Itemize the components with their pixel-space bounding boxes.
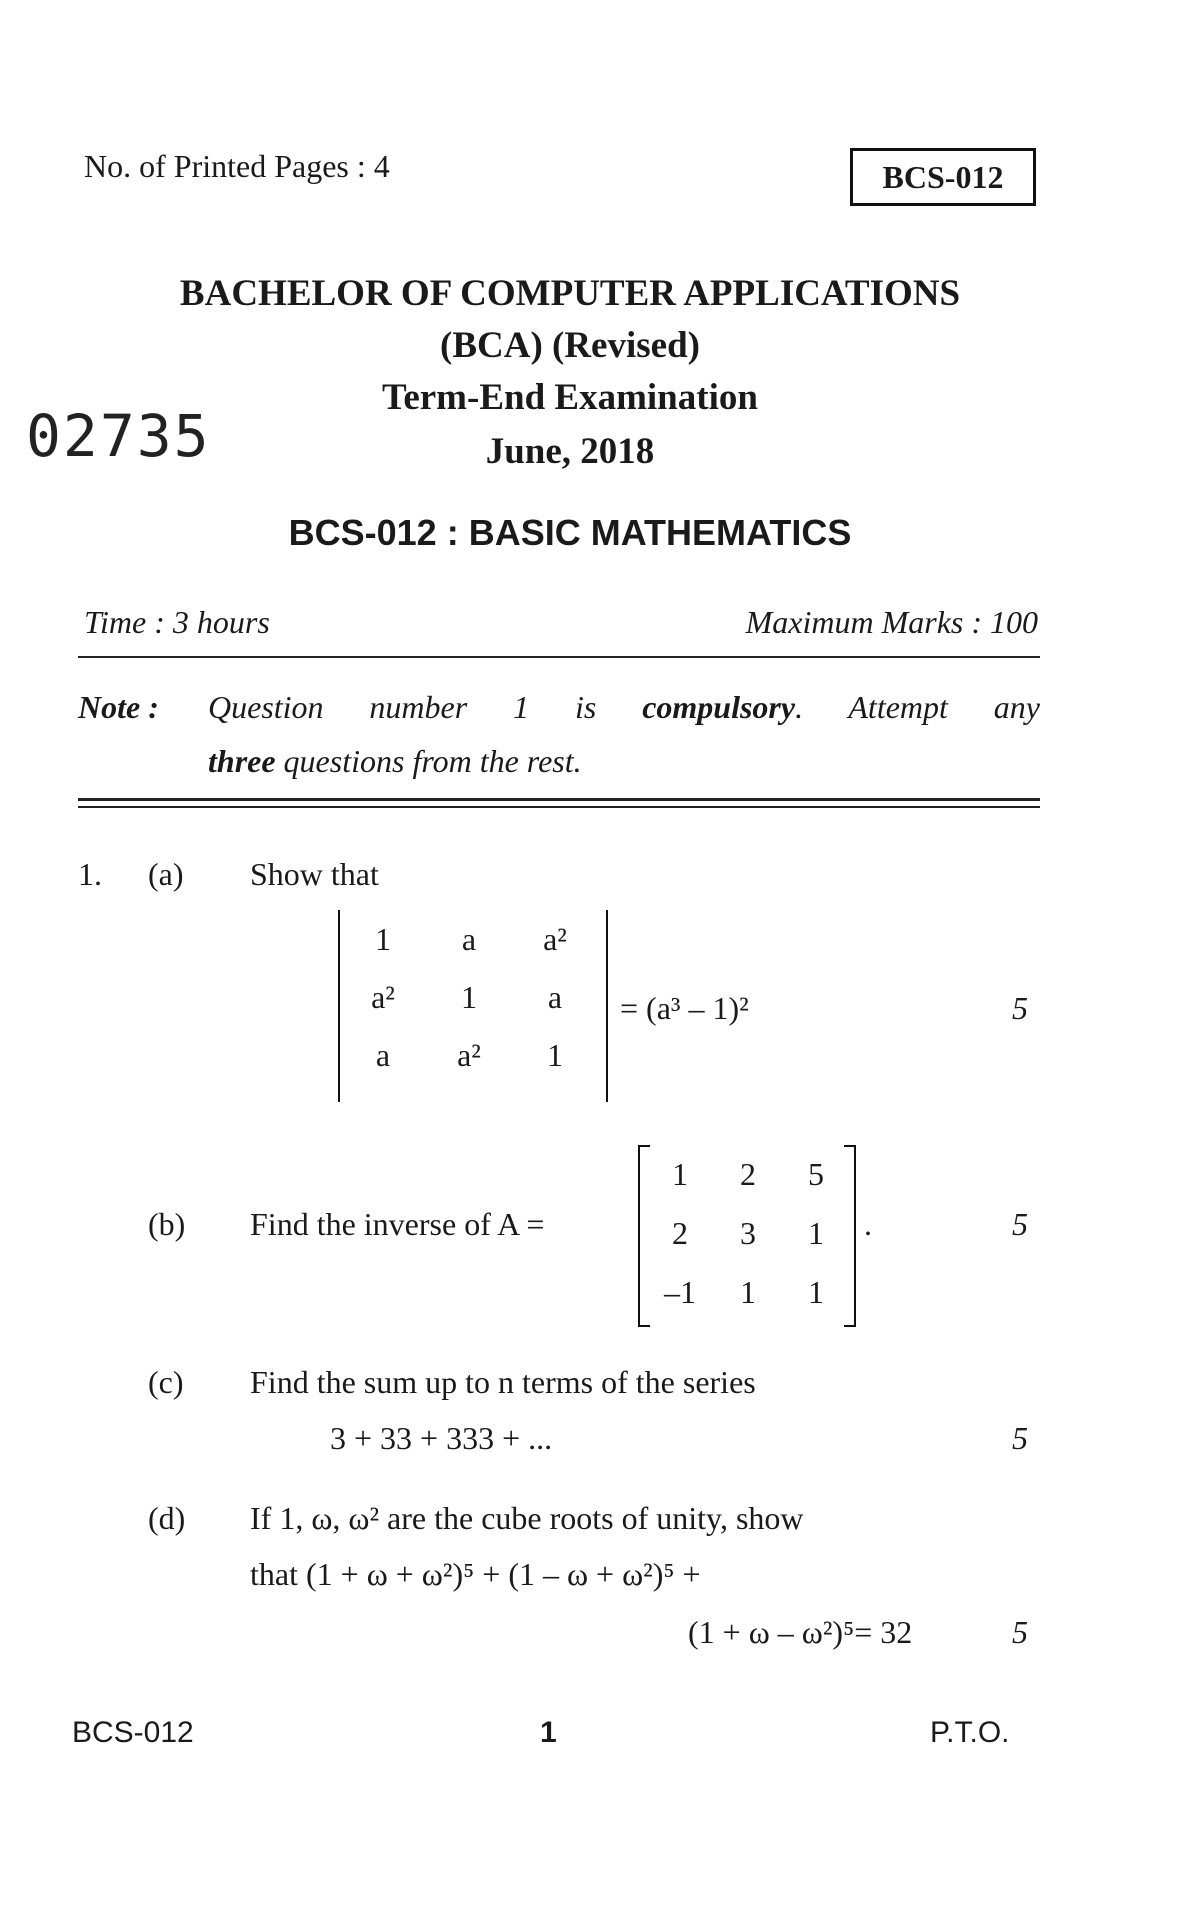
divider-line (78, 656, 1040, 658)
exam-time: Time : 3 hours (84, 604, 270, 640)
double-divider-top (78, 798, 1040, 801)
determinant-row (340, 968, 598, 1026)
programme-title: BACHELOR OF COMPUTER APPLICATIONS (179, 273, 961, 314)
matrix-cell: 1 (808, 1215, 824, 1251)
page-number: 1 (540, 1716, 557, 1749)
determinant-row (340, 910, 598, 968)
determinant-cell: 1 (461, 978, 477, 1015)
part-b-text: Find the inverse of A = (250, 1206, 545, 1242)
determinant-cell: a² (543, 920, 567, 957)
matrix-row (646, 1263, 850, 1322)
part-a-label: (a) (148, 856, 184, 892)
part-b-suffix: . (864, 1206, 872, 1242)
serial-number-stamp: 02735 (26, 402, 211, 470)
exam-name: Term-End Examination (382, 377, 758, 418)
determinant-result: = (a³ – 1)² (620, 990, 749, 1026)
programme-subtitle: (BCA) (Revised) (440, 325, 700, 366)
double-divider-bottom (78, 806, 1040, 808)
part-a-text: Show that (250, 856, 379, 892)
question-number: 1. (78, 856, 102, 892)
exam-session: June, 2018 (485, 431, 655, 472)
part-d-text-line3: (1 + ω – ω²)⁵= 32 (688, 1614, 913, 1650)
determinant-cell: 1 (375, 920, 391, 957)
part-b-label: (b) (148, 1206, 186, 1242)
part-d-marks: 5 (1012, 1614, 1028, 1650)
part-d-label: (d) (148, 1500, 186, 1536)
part-b-marks: 5 (1012, 1206, 1028, 1242)
course-code-box: BCS-012 (850, 148, 1036, 206)
determinant-cell: 1 (547, 1036, 563, 1073)
note-text-line2: three questions from the rest. (208, 743, 582, 779)
matrix-right-bracket (844, 1145, 856, 1327)
part-c-label: (c) (148, 1364, 184, 1400)
matrix-row (646, 1204, 850, 1263)
determinant-row (340, 1026, 598, 1084)
determinant-cell: a² (457, 1036, 481, 1073)
subject-title: BCS-012 : BASIC MATHEMATICS (288, 512, 852, 553)
matrix-row (646, 1145, 850, 1204)
printed-pages-count: No. of Printed Pages : 4 (84, 148, 390, 184)
matrix-cell: 1 (672, 1156, 688, 1192)
max-marks: Maximum Marks : 100 (745, 604, 1038, 640)
part-d-text-line2: that (1 + ω + ω²)⁵ + (1 – ω + ω²)⁵ + (250, 1556, 701, 1592)
matrix-cell: –1 (664, 1274, 696, 1310)
matrix-cell: 2 (672, 1215, 688, 1251)
footer-course-code: BCS-012 (72, 1716, 194, 1749)
matrix-cell: 2 (740, 1156, 756, 1192)
determinant-cell: a (375, 1036, 391, 1073)
determinant-cell: a² (371, 978, 395, 1015)
part-c-marks: 5 (1012, 1420, 1028, 1456)
determinant (338, 910, 608, 1102)
matrix-cell: 5 (808, 1156, 824, 1192)
part-a-marks: 5 (1012, 990, 1028, 1026)
determinant-cell: a (461, 920, 477, 957)
please-turn-over: P.T.O. (930, 1716, 1010, 1749)
determinant-cell: a (547, 978, 563, 1015)
note-label: Note : (78, 689, 159, 725)
part-c-series: 3 + 33 + 333 + ... (330, 1420, 553, 1456)
note-text-line1: Question number 1 is compulsory. Attempt any (208, 689, 1040, 725)
matrix-cell: 1 (808, 1274, 824, 1310)
part-c-text: Find the sum up to n terms of the series (250, 1364, 756, 1400)
instructions-note (78, 680, 1040, 788)
matrix-a (638, 1145, 856, 1323)
matrix-cell: 3 (740, 1215, 756, 1251)
part-d-text-line1: If 1, ω, ω² are the cube roots of unity, show (250, 1500, 804, 1536)
matrix-cell: 1 (740, 1274, 756, 1310)
